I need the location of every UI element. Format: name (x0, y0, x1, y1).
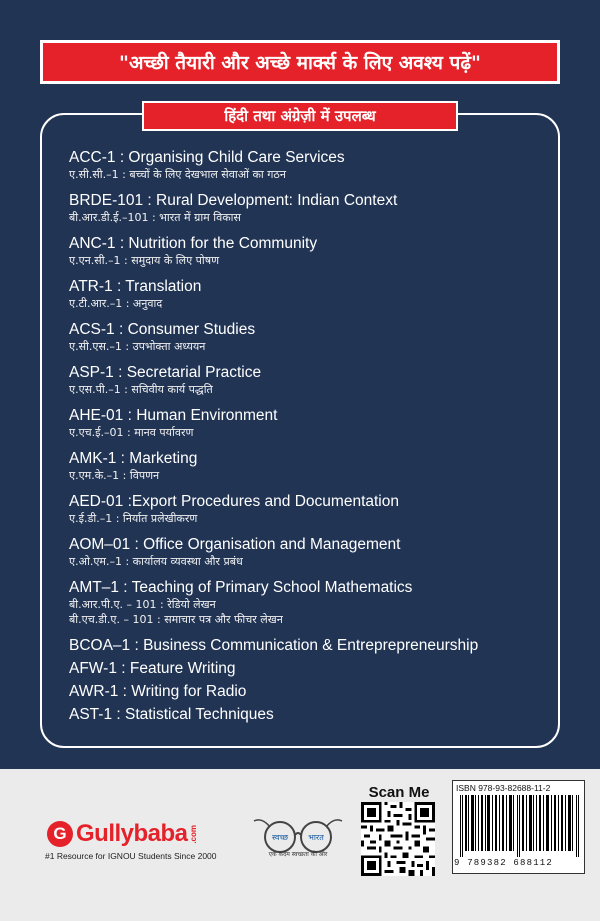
logo-text: Gullybaba (76, 820, 188, 847)
course-english: BRDE-101 : Rural Development: Indian Context (69, 192, 398, 209)
course-english: AST-1 : Statistical Techniques (69, 706, 274, 723)
course-hindi: ए.सी.एस.–1 : उपभोक्ता अध्ययन (69, 340, 206, 353)
title-banner (40, 40, 560, 84)
course-hindi: ए.एच.ई.–01 : मानव पर्यावरण (69, 426, 194, 439)
course-item (69, 535, 549, 569)
course-english: BCOA–1 : Business Communication & Entreprepreneurship (69, 637, 479, 654)
course-item (69, 659, 549, 678)
course-hindi: ए.ओ.एम.–1 : कार्यालय व्यवस्था और प्रबंध (69, 555, 243, 568)
course-english: AOM–01 : Office Organisation and Management (69, 536, 401, 553)
swachh-slogan: एक कदम स्वच्छता की ओर (268, 851, 328, 858)
course-english: AMT–1 : Teaching of Primary School Mathematics (69, 579, 413, 596)
course-english: AFW-1 : Feature Writing (69, 660, 236, 677)
course-list (69, 148, 549, 728)
course-hindi: बी.आर.डी.ई.–101 : भारत में ग्राम विकास (69, 211, 241, 224)
course-english: AHE-01 : Human Environment (69, 407, 278, 424)
course-english: ACC-1 : Organising Child Care Services (69, 149, 345, 166)
course-english: ATR-1 : Translation (69, 278, 202, 295)
course-item (69, 636, 549, 655)
logo-suffix: .com (188, 824, 198, 844)
course-hindi: ए.एम.के.–1 : विपणन (69, 469, 160, 482)
language-availability-tag (142, 101, 458, 131)
course-item (69, 705, 549, 724)
banner-text: "अच्छी तैयारी और अच्छे मार्क्स के लिए अवश्य पढ़ें" (119, 52, 481, 74)
course-item (69, 682, 549, 701)
course-hindi: ए.सी.सी.–1 : बच्चों के लिए देखभाल सेवाओं का गठन (69, 168, 286, 181)
barcode-digits: 9 789382 688112 (454, 858, 554, 868)
swachh-bharat-glasses-icon (250, 815, 346, 867)
course-hindi: ए.टी.आर.–1 : अनुवाद (69, 297, 163, 310)
barcode (458, 795, 582, 857)
course-item (69, 148, 549, 182)
swachh-left-word: स्वच्छ (271, 833, 289, 842)
course-item (69, 578, 549, 627)
course-english: ASP-1 : Secretarial Practice (69, 364, 262, 381)
isbn-number: ISBN 978-93-82688-11-2 (456, 783, 551, 793)
scan-me-label: Scan Me (368, 784, 430, 801)
course-item (69, 320, 549, 354)
course-english: ANC-1 : Nutrition for the Community (69, 235, 318, 252)
course-item (69, 277, 549, 311)
swachh-right-word: भारत (308, 833, 324, 842)
course-english: AWR-1 : Writing for Radio (69, 683, 247, 700)
course-hindi: बी.एच.डी.ए. – 101 : समाचार पत्र और फीचर लेखन (69, 613, 283, 626)
course-item (69, 363, 549, 397)
course-item (69, 449, 549, 483)
course-hindi: बी.आर.पी.ए. – 101 : रेडियो लेखन (69, 598, 216, 611)
course-item (69, 234, 549, 268)
course-english: AED-01 :Export Procedures and Documentation (69, 493, 399, 510)
gullybaba-logo (47, 820, 198, 848)
course-hindi: ए.एस.पी.–1 : सचिवीय कार्य पद्धति (69, 383, 213, 396)
course-hindi: ए.एन.सी.–1 : समुदाय के लिए पोषण (69, 254, 220, 267)
course-item (69, 191, 549, 225)
course-english: AMK-1 : Marketing (69, 450, 198, 467)
qr-code[interactable] (361, 802, 435, 876)
course-hindi: ए.ई.डी.–1 : निर्यात प्रलेखीकरण (69, 512, 198, 525)
tagline: #1 Resource for IGNOU Students Since 2000 (45, 851, 217, 861)
course-english: ACS-1 : Consumer Studies (69, 321, 256, 338)
course-item (69, 406, 549, 440)
language-tag-text: हिंदी तथा अंग्रेज़ी में उपलब्ध (224, 107, 376, 125)
course-item (69, 492, 549, 526)
logo-g-icon: G (47, 821, 73, 847)
